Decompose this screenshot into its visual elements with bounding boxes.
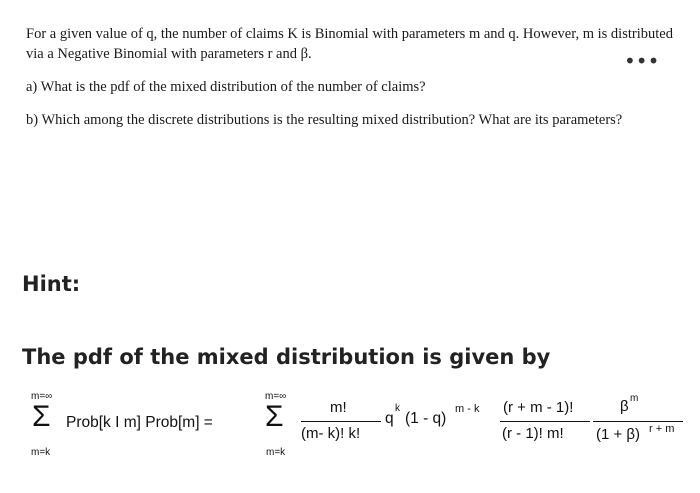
hint-title: Hint: xyxy=(22,272,81,296)
one-minus-q: (1 - q) xyxy=(405,410,447,427)
lhs-sigma-symbol: Σ xyxy=(32,400,51,433)
rhs-sigma-symbol: Σ xyxy=(265,400,284,433)
fraction3-denominator-exponent: r + m xyxy=(649,423,675,435)
question-part-a: a) What is the pdf of the mixed distribution of the number of claims? xyxy=(26,79,426,95)
lhs-upper-limit: m=∞ xyxy=(31,391,53,402)
fraction3-numerator: β xyxy=(620,398,629,415)
question-part-b: b) Which among the discrete distributions is the resulting mixed distribution? What are its parameters? xyxy=(26,112,623,128)
fraction3-numerator-exponent: m xyxy=(630,393,639,404)
rhs-lower-limit: m=k xyxy=(266,447,286,458)
one-minus-q-exponent: m - k xyxy=(455,403,480,415)
fraction2-bar xyxy=(500,421,590,422)
fraction1-numerator: m! xyxy=(330,399,347,416)
fraction1-bar xyxy=(301,421,381,422)
fraction3-denominator: (1 + β) xyxy=(596,426,641,443)
question-intro: For a given value of q, the number of claims K is Binomial with parameters m and q. However, m is distributed via a Negative Binomial with parameters r and β. xyxy=(26,26,673,62)
q-base: q xyxy=(385,410,394,427)
lhs-lower-limit: m=k xyxy=(31,447,51,458)
fraction1-denominator: (m- k)! k! xyxy=(301,425,361,442)
lhs-term: Prob[k I m] Prob[m] = xyxy=(66,414,213,431)
more-options-icon[interactable]: ••• xyxy=(624,49,660,73)
q-exponent: k xyxy=(395,403,400,414)
pdf-heading: The pdf of the mixed distribution is given by xyxy=(22,345,551,369)
fraction2-denominator: (r - 1)! m! xyxy=(502,425,564,442)
fraction2-numerator: (r + m - 1)! xyxy=(503,399,574,416)
rhs-upper-limit: m=∞ xyxy=(265,391,287,402)
